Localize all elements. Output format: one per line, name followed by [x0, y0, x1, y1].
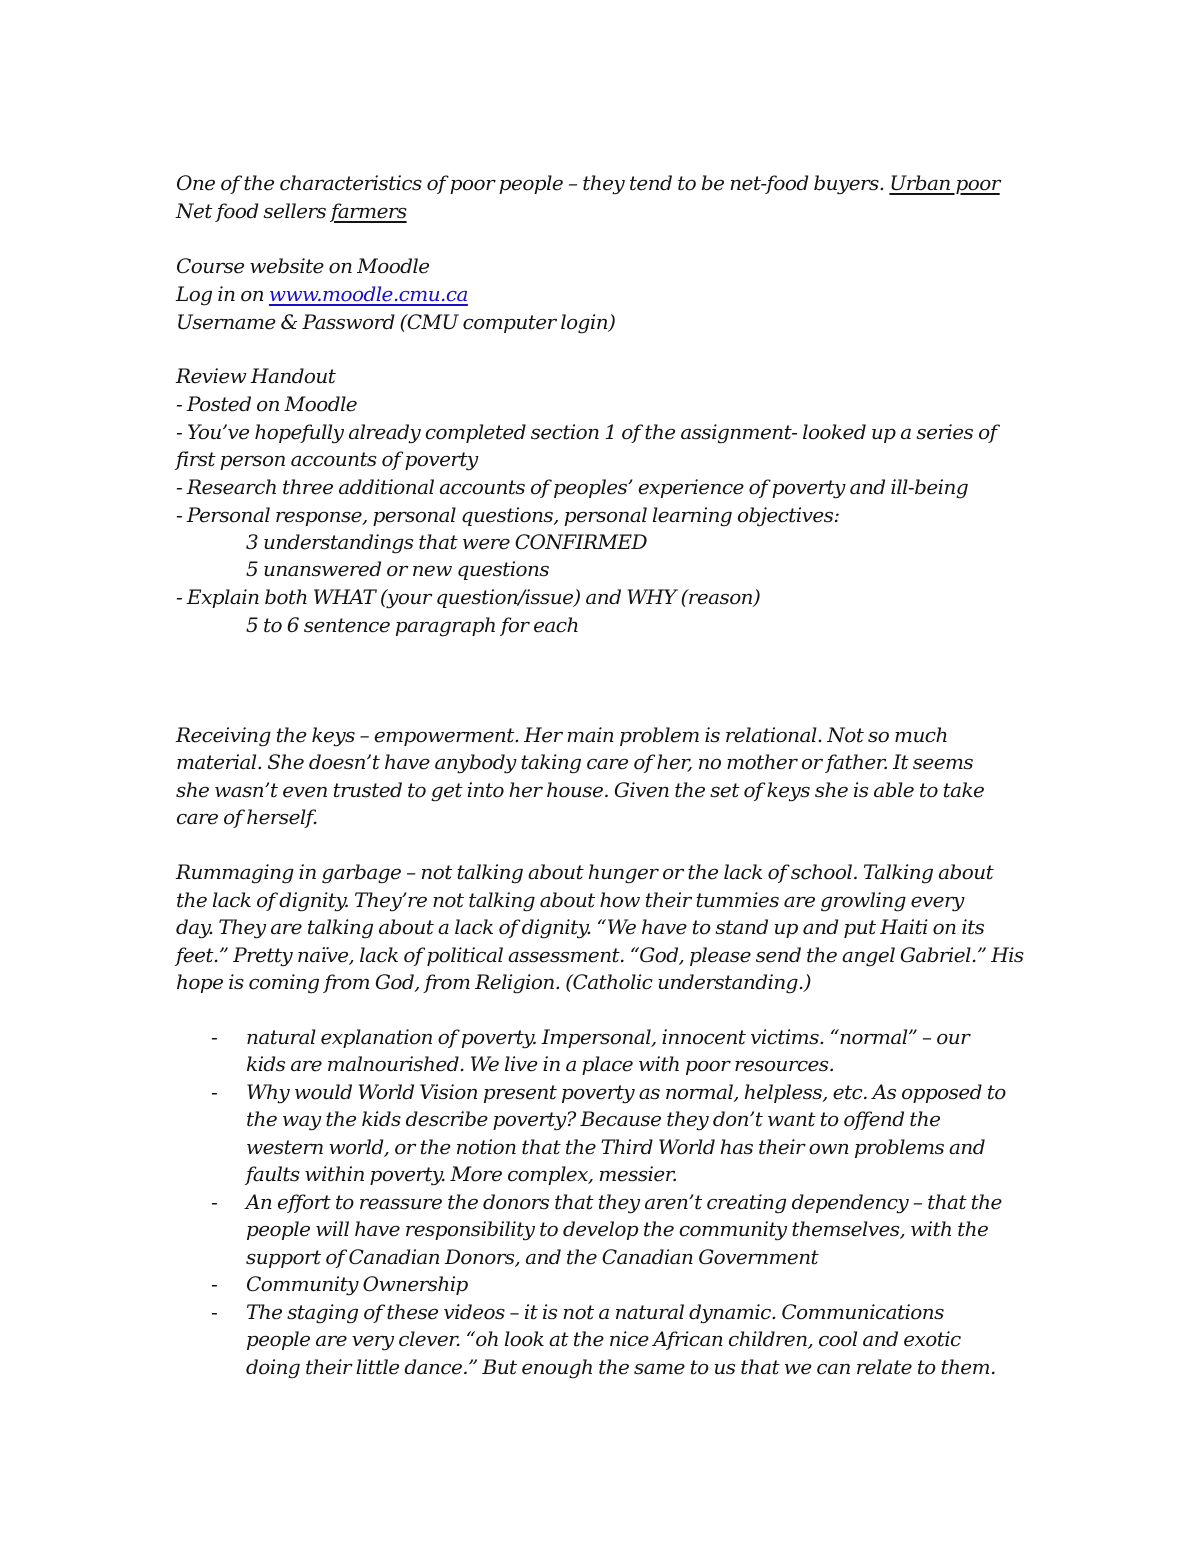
- bullet-line: The staging of these videos – it is not a natural dynamic. Communications: [246, 1300, 944, 1324]
- login-line: [176, 281, 468, 308]
- review-line: - Research three additional accounts of peoples’ experience of poverty and ill-being: [176, 475, 969, 499]
- bullet-line: western world, or the notion that the Third World has their own problems and: [246, 1135, 985, 1159]
- bullet-marker: -: [211, 1300, 218, 1324]
- review-subline: 5 to 6 sentence paragraph for each: [246, 613, 579, 637]
- bullet-line: the way the kids describe poverty? Because they don’t want to offend the: [246, 1107, 941, 1131]
- bullet-line: natural explanation of poverty. Impersonal, innocent victims. “normal” – our: [246, 1025, 970, 1049]
- bullet-line: Why would World Vision present poverty as normal, helpless, etc. As opposed to: [246, 1080, 1006, 1104]
- bullet-marker: -: [211, 1272, 218, 1296]
- bullet-line: people are very clever. “oh look at the nice African children, cool and exotic: [246, 1327, 961, 1351]
- bullet-line: people will have responsibility to develop the community themselves, with the: [246, 1217, 989, 1241]
- intro-line-1: [176, 170, 1000, 197]
- moodle-link[interactable]: www.moodle.cmu.ca: [268, 282, 468, 306]
- login-prefix: Log in on: [176, 282, 269, 306]
- para1-line: she wasn’t even trusted to get into her house. Given the set of keys she is able to take: [176, 778, 985, 802]
- bullet-line: Community Ownership: [246, 1272, 468, 1296]
- bullet-marker: -: [211, 1025, 218, 1049]
- para1-line: Receiving the keys – empowerment. Her main problem is relational. Not so much: [176, 723, 948, 747]
- para2-line: day. They are talking about a lack of dignity. “We have to stand up and put Haiti on its: [176, 915, 985, 939]
- bullet-line: An effort to reassure the donors that they aren’t creating dependency – that the: [246, 1190, 1002, 1214]
- para1-line: care of herself.: [176, 805, 318, 829]
- review-title: Review Handout: [176, 364, 336, 388]
- bullet-line: faults within poverty. More complex, messier.: [246, 1162, 678, 1186]
- bullet-line: kids are malnourished. We live in a place with poor resources.: [246, 1052, 835, 1076]
- review-line: - You’ve hopefully already completed section 1 of the assignment- looked up a series of: [176, 420, 997, 444]
- bullet-marker: -: [211, 1190, 218, 1214]
- course-title: Course website on Moodle: [176, 254, 430, 278]
- intro-text: Net food sellers: [176, 199, 331, 223]
- intro-text: One of the characteristics of poor people – they tend to be net-food buyers.: [176, 171, 890, 195]
- para2-line: the lack of dignity. They’re not talking about how their tummies are growling every: [176, 888, 964, 912]
- review-line: - Explain both WHAT (your question/issue) and WHY (reason): [176, 585, 761, 609]
- bullet-marker: -: [211, 1080, 218, 1104]
- underlined-farmers: farmers: [330, 199, 407, 223]
- bullet-line: doing their little dance.” But enough the same to us that we can relate to them.: [246, 1355, 996, 1379]
- bullet-line: support of Canadian Donors, and the Canadian Government: [246, 1245, 819, 1269]
- review-subline: 3 understandings that were CONFIRMED: [246, 530, 647, 554]
- underlined-urban-poor: Urban poor: [889, 171, 1000, 195]
- review-subline: 5 unanswered or new questions: [246, 557, 550, 581]
- review-line: - Personal response, personal questions, personal learning objectives:: [176, 503, 840, 527]
- para2-line: Rummaging in garbage – not talking about hunger or the lack of school. Talking about: [176, 860, 994, 884]
- para2-line: feet.” Pretty naïve, lack of political assessment. “God, please send the angel Gabriel.” His: [176, 943, 1024, 967]
- credentials-line: Username & Password (CMU computer login): [176, 310, 616, 334]
- review-line: - Posted on Moodle: [176, 392, 358, 416]
- intro-line-2: [176, 198, 407, 225]
- review-line: first person accounts of poverty: [176, 447, 478, 471]
- para1-line: material. She doesn’t have anybody taking care of her, no mother or father. It seems: [176, 750, 974, 774]
- para2-line: hope is coming from God, from Religion. (Catholic understanding.): [176, 970, 811, 994]
